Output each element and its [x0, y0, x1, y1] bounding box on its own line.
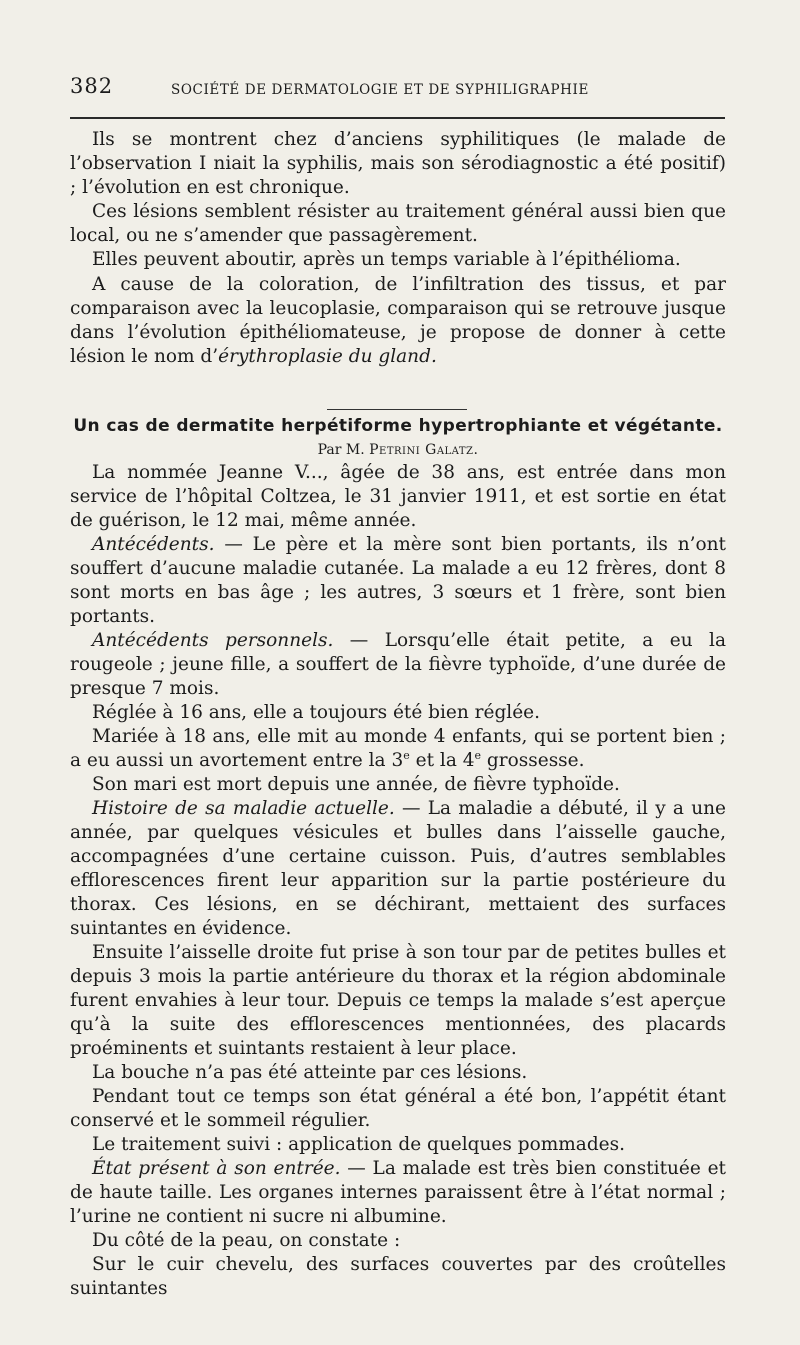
- article-paragraph: [70, 1085, 726, 1133]
- page-number: 382: [70, 74, 114, 98]
- article-paragraph: [70, 1229, 726, 1253]
- section-separator-area: [70, 369, 726, 413]
- paragraph-lead: Antécédents.: [92, 533, 215, 555]
- paragraph-lead: Histoire de sa maladie actuelle.: [92, 797, 395, 819]
- paragraph-text: Pendant tout ce temps son état général a été bon, l’appétit étant conservé et le sommeil régulier.: [70, 1085, 726, 1131]
- author-name: Petrini Galatz.: [369, 441, 479, 458]
- article-paragraph: [70, 797, 726, 941]
- paragraph-text: Le traitement suivi : application de quelques pommades.: [92, 1133, 625, 1155]
- article-paragraph: [70, 701, 726, 725]
- header-rule: [70, 117, 725, 119]
- paragraph-lead: État présent à son entrée.: [92, 1157, 341, 1179]
- article-paragraph: [70, 461, 726, 533]
- article-paragraph: [70, 941, 726, 1061]
- intro-paragraph: Ces lésions semblent résister au traitement général aussi bien que local, ou ne s’amender que passagèrement.: [70, 201, 726, 247]
- paragraph-text: Sur le cuir chevelu, des surfaces couvertes par des croûtelles suintantes: [70, 1253, 726, 1299]
- conclusion-term: érythroplasie du gland.: [218, 345, 437, 367]
- article-paragraph: [70, 773, 726, 797]
- ordinal-suffix: e: [403, 748, 410, 762]
- paragraph-text: Réglée à 16 ans, elle a toujours été bien réglée.: [92, 701, 541, 723]
- paragraph-text: Ensuite l’aisselle droite fut prise à son tour par de petites bulles et depuis 3 mois la partie antérieure du thorax et la région abdominale furent envahies à leur tour. Depuis ce temps la malade s’est aperçue qu’à la suite des efflorescences mentionnées, des placards proéminents et suintants restaient à leur place.: [70, 941, 726, 1059]
- page-header: [70, 74, 725, 104]
- page-body: [70, 128, 726, 1301]
- article-paragraphs: [70, 461, 726, 1301]
- article-paragraph: [70, 1157, 726, 1229]
- paragraph-text: Du côté de la peau, on constate :: [92, 1229, 401, 1251]
- section-separator: [327, 409, 467, 410]
- article-paragraph: [70, 629, 726, 701]
- article-paragraph: [70, 1061, 726, 1085]
- article-paragraph: [70, 1133, 726, 1157]
- paragraph-text: Son mari est mort depuis une année, de fièvre typhoïde.: [92, 773, 620, 795]
- paragraph-text: — Lorsqu’elle était petite, a eu la rougeole ; jeune fille, a souffert de la fièvre typhoïde, d’une durée de presque 7 mois.: [70, 629, 726, 699]
- ordinal-suffix: e: [474, 748, 482, 762]
- article-paragraph: [70, 725, 726, 773]
- paragraph-text: — La maladie a débuté, il y a une année, par quelques vésicules et bulles dans l’aisselle gauche, accompagnées d’une certaine cuisson. Puis, d’autres semblables efflorescences firent leur apparition sur la partie postérieure du thorax. Ces lésions, en se déchirant, mettaient des surfaces suintantes en évidence.: [70, 797, 726, 939]
- running-title: SOCIÉTÉ DE DERMATOLOGIE ET DE SYPHILIGRAPHIE: [171, 82, 589, 98]
- intro-paragraph: Ils se montrent chez d’anciens syphilitiques (le malade de l’observation I niait la syphilis, mais son sérodiagnostic a été positif) ; l’évolution en est chronique.: [70, 129, 726, 199]
- paragraph-lead: Antécédents personnels.: [92, 629, 334, 651]
- paragraph-text: — Le père et la mère sont bien portants, ils n’ont souffert d’aucune maladie cutanée. La malade a eu 12 frères, dont 8 sont morts en bas âge ; les autres, 3 sœurs et 1 frère, sont bien portants.: [70, 533, 726, 627]
- conclusion-paragraph: [70, 273, 726, 369]
- paragraph-text: La nommée Jeanne V..., âgée de 38 ans, est entrée dans mon service de l’hôpital Coltzea, le 31 janvier 1911, et est sortie en état de guérison, le 12 mai, même année.: [70, 461, 726, 531]
- article-paragraph: [70, 533, 726, 629]
- paragraph-text: — La malade est très bien constituée et de haute taille. Les organes internes paraissent être à l’état normal ; l’urine ne contient ni sucre ni albumine.: [70, 1157, 726, 1227]
- paragraph-text: Mariée à 18 ans, elle mit au monde 4 enfants, qui se portent bien ; a eu aussi un avortement entre la 3e et la 4e grossesse.: [70, 725, 726, 771]
- intro-paragraph: Elles peuvent aboutir, après un temps variable à l’épithélioma.: [92, 249, 681, 271]
- article-byline: [70, 439, 726, 461]
- byline-prefix: Par M.: [317, 441, 365, 458]
- conclusion-text: A cause de la coloration, de l’infiltration des tissus, et par comparaison avec la leucoplasie, comparaison qui se retrouve jusque dans l’évolution épithéliomateuse, je propose de donner à cette lésion le nom d’: [70, 273, 726, 367]
- article-title: Un cas de dermatite herpétiforme hypertrophiante et végétante.: [73, 415, 723, 436]
- paragraph-text: La bouche n’a pas été atteinte par ces lésions.: [92, 1061, 528, 1083]
- article-paragraph: [70, 1253, 726, 1301]
